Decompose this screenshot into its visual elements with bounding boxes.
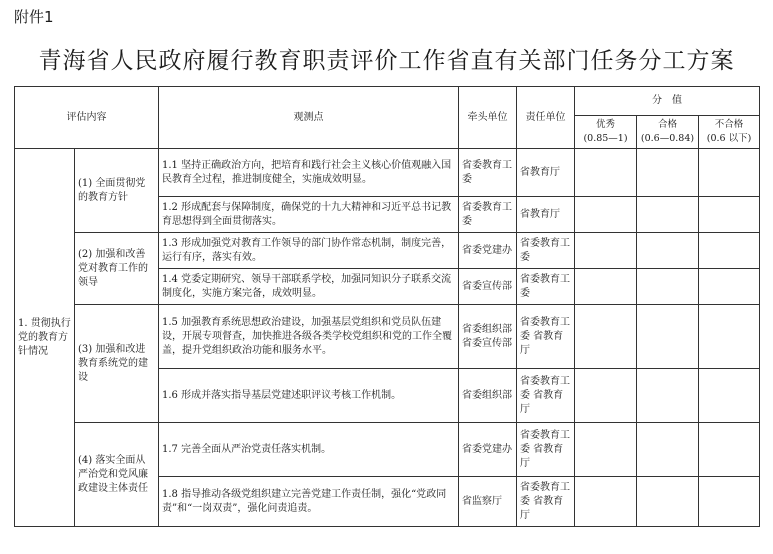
score-qualified bbox=[637, 305, 699, 369]
group-label: (1) 全面贯彻党的教育方针 bbox=[75, 149, 159, 233]
score-qualified bbox=[637, 149, 699, 197]
resp-unit: 省委教育工委 省教育厅 bbox=[517, 477, 575, 527]
score-excellent bbox=[575, 269, 637, 305]
table-row bbox=[15, 423, 760, 477]
lead-unit: 省委党建办 bbox=[459, 423, 517, 477]
lead-unit: 省委党建办 bbox=[459, 233, 517, 269]
resp-unit: 省教育厅 bbox=[517, 149, 575, 197]
score-qualified bbox=[637, 477, 699, 527]
header-observation: 观测点 bbox=[159, 87, 459, 149]
observation-point: 1.8 指导推动各级党组织建立完善党建工作责任制，强化“党政同责”和“一岗双责”，强化问责追责。 bbox=[159, 477, 459, 527]
category-label: 1. 贯彻执行党的教育方针情况 bbox=[15, 149, 75, 527]
lead-unit: 省委教育工委 bbox=[459, 197, 517, 233]
lead-unit: 省委组织部 省委宣传部 bbox=[459, 305, 517, 369]
resp-unit: 省委教育工委 bbox=[517, 269, 575, 305]
lead-unit: 省委教育工委 bbox=[459, 149, 517, 197]
header-resp-unit: 责任单位 bbox=[517, 87, 575, 149]
observation-point: 1.7 完善全面从严治党责任落实机制。 bbox=[159, 423, 459, 477]
observation-point: 1.1 坚持正确政治方向，把培育和践行社会主义核心价值观融入国民教育全过程，推进制度健全，实施成效明显。 bbox=[159, 149, 459, 197]
score-excellent bbox=[575, 369, 637, 423]
attachment-label: 附件1 bbox=[14, 8, 54, 26]
score-unqualified bbox=[699, 149, 760, 197]
header-score: 分 值 bbox=[575, 87, 760, 116]
header-excellent: 优秀 (0.85—1) bbox=[575, 116, 637, 149]
score-unqualified bbox=[699, 269, 760, 305]
lead-unit: 省监察厅 bbox=[459, 477, 517, 527]
observation-point: 1.5 加强教育系统思想政治建设，加强基层党组织和党员队伍建设，开展专项督查，加快推进各级各类学校党组织和党的工作全覆盖，提升党组织政治功能和服务水平。 bbox=[159, 305, 459, 369]
score-qualified bbox=[637, 369, 699, 423]
score-excellent bbox=[575, 305, 637, 369]
group-label: (2) 加强和改善党对教育工作的领导 bbox=[75, 233, 159, 305]
task-table bbox=[14, 86, 760, 527]
observation-point: 1.2 形成配套与保障制度，确保党的十九大精神和习近平总书记教育思想得到全面贯彻落实。 bbox=[159, 197, 459, 233]
score-unqualified bbox=[699, 423, 760, 477]
table-row bbox=[15, 305, 760, 369]
score-excellent bbox=[575, 149, 637, 197]
resp-unit: 省教育厅 bbox=[517, 197, 575, 233]
group-label: (3) 加强和改进教育系统党的建设 bbox=[75, 305, 159, 423]
page-title: 青海省人民政府履行教育职责评价工作省直有关部门任务分工方案 bbox=[38, 48, 735, 74]
score-excellent bbox=[575, 233, 637, 269]
observation-point: 1.4 党委定期研究、领导干部联系学校，加强同知识分子联系交流制度化，实施方案完备，成效明显。 bbox=[159, 269, 459, 305]
header-lead-unit: 牵头单位 bbox=[459, 87, 517, 149]
resp-unit: 省委教育工委 省教育厅 bbox=[517, 305, 575, 369]
score-unqualified bbox=[699, 305, 760, 369]
header-qualified: 合格 (0.6—0.84) bbox=[637, 116, 699, 149]
score-excellent bbox=[575, 197, 637, 233]
score-qualified bbox=[637, 269, 699, 305]
observation-point: 1.6 形成并落实指导基层党建述职评议考核工作机制。 bbox=[159, 369, 459, 423]
lead-unit: 省委组织部 bbox=[459, 369, 517, 423]
score-excellent bbox=[575, 477, 637, 527]
score-unqualified bbox=[699, 197, 760, 233]
resp-unit: 省委教育工委 省教育厅 bbox=[517, 369, 575, 423]
score-unqualified bbox=[699, 233, 760, 269]
group-label: (4) 落实全面从严治党和党风廉政建设主体责任 bbox=[75, 423, 159, 527]
resp-unit: 省委教育工委 bbox=[517, 233, 575, 269]
header-unqualified: 不合格 (0.6 以下) bbox=[699, 116, 760, 149]
score-excellent bbox=[575, 423, 637, 477]
score-unqualified bbox=[699, 369, 760, 423]
score-unqualified bbox=[699, 477, 760, 527]
lead-unit: 省委宣传部 bbox=[459, 269, 517, 305]
table-row bbox=[15, 233, 760, 269]
observation-point: 1.3 形成加强党对教育工作领导的部门协作常态机制，制度完善，运行有序，落实有效。 bbox=[159, 233, 459, 269]
score-qualified bbox=[637, 197, 699, 233]
header-eval-content: 评估内容 bbox=[15, 87, 159, 149]
table-row bbox=[15, 149, 760, 197]
score-qualified bbox=[637, 423, 699, 477]
score-qualified bbox=[637, 233, 699, 269]
resp-unit: 省委教育工委 省教育厅 bbox=[517, 423, 575, 477]
